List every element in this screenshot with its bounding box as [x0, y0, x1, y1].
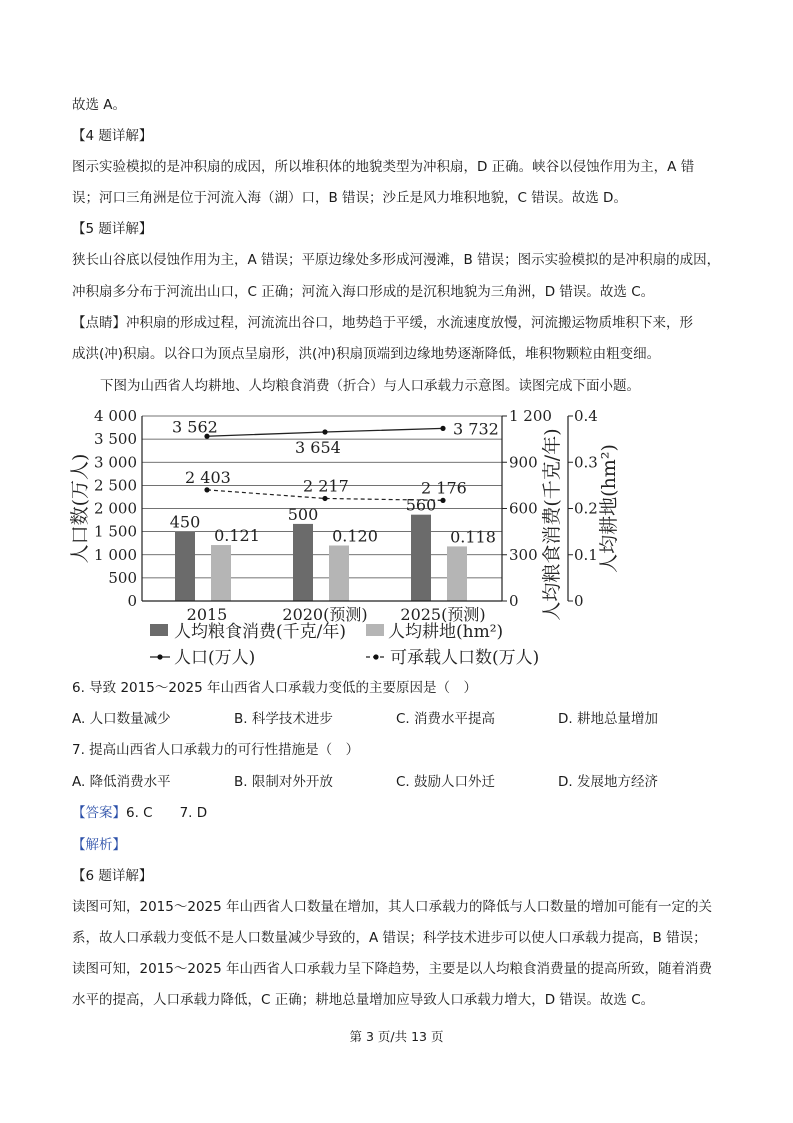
legend-grain-label: 人均粮食消费(千克/年)	[174, 622, 346, 642]
capacity-point	[204, 487, 209, 492]
right-tick-label: 0.3	[574, 453, 598, 472]
text-line: 系，故人口承载力变低不是人口数量减少导致的，A 错误；科学技术进步可以使人口承载力提高，B 错误；	[72, 930, 707, 946]
q7-option-a: A. 降低消费水平	[72, 774, 171, 790]
x-tick-label: 2020(预测)	[282, 605, 368, 624]
capacity-point	[322, 496, 327, 501]
farmland-bar-label: 0.121	[214, 526, 260, 546]
section-heading: 【6 题详解】	[72, 868, 153, 884]
population-point	[440, 426, 445, 431]
text-line: 误；河口三角洲是位于河流入海（湖）口，B 错误；沙丘是风力堆积地貌，C 错误。故选 D。	[72, 190, 627, 206]
farmland-bar	[211, 545, 231, 601]
capacity-label: 2 217	[303, 476, 349, 496]
legend-farmland-label: 人均耕地(hm²)	[388, 622, 504, 642]
right-tick-label: 0.4	[574, 407, 598, 425]
q6-option-d: D. 耕地总量增加	[558, 711, 658, 727]
left-tick-label: 3 500	[94, 430, 137, 449]
text-line: 故选 A。	[72, 97, 127, 113]
text-line: 狭长山谷底以侵蚀作用为主，A 错误；平原边缘处多形成河漫滩，B 错误；图示实验模拟的是冲积扇的成因，	[72, 252, 721, 268]
text-line: 读图可知，2015～2025 年山西省人口数量在增加，其人口承载力的降低与人口数量的增加可能有一定的关	[72, 899, 713, 915]
section-heading: 【5 题详解】	[72, 221, 153, 237]
q7-option-d: D. 发展地方经济	[558, 774, 658, 790]
grain-bar-label: 500	[287, 504, 319, 524]
farmland-bar-label: 0.120	[332, 526, 378, 546]
grain-bar-label: 450	[169, 512, 201, 532]
x-tick-label: 2015	[186, 605, 228, 624]
section-heading: 【4 题详解】	[72, 128, 153, 144]
population-label: 3 732	[453, 419, 499, 439]
legend-population-label: 人口(万人)	[174, 648, 256, 668]
answer-line	[72, 804, 207, 822]
q7-option-b: B. 限制对外开放	[234, 774, 333, 790]
analysis-label: 【解析】	[72, 837, 126, 853]
left-tick-label: 1 500	[94, 522, 137, 541]
question-7-stem: 7. 提高山西省人口承载力的可行性措施是（ ）	[72, 742, 360, 758]
left-tick-label: 4 000	[94, 407, 137, 425]
population-label: 3 562	[172, 417, 218, 437]
mid-tick-label: 600	[509, 499, 538, 518]
q7-option-c: C. 鼓励人口外迁	[396, 774, 496, 790]
right-axis-title: 人均耕地(hm²)	[598, 444, 620, 573]
legend-capacity-dot	[373, 654, 378, 659]
text-line: 【点睛】冲积扇的形成过程，河流流出谷口，地势趋于平缓，水流速度放慢，河流搬运物质堆积下来，形	[72, 315, 693, 331]
left-tick-label: 2 000	[94, 499, 137, 518]
capacity-label: 2 403	[185, 467, 231, 487]
right-tick-label: 0.2	[574, 499, 598, 518]
text-line: 成洪(冲)积扇。以谷口为顶点呈扇形，洪(冲)积扇顶端到边缘地势逐渐降低，堆积物颗粒由粗变细。	[72, 346, 661, 362]
grain-bar	[293, 524, 313, 601]
capacity-label: 2 176	[421, 478, 467, 498]
answer-text: 6. C 7. D	[126, 805, 208, 821]
q6-option-c: C. 消费水平提高	[396, 711, 496, 727]
left-tick-label: 0	[127, 592, 137, 610]
right-tick-label: 0	[574, 592, 584, 610]
left-tick-label: 3 000	[94, 453, 137, 472]
question-6-stem: 6. 导致 2015～2025 年山西省人口承载力变低的主要原因是（ ）	[72, 680, 477, 696]
q6-option-b: B. 科学技术进步	[234, 711, 333, 727]
chart-labels	[170, 417, 499, 546]
farmland-bar	[447, 546, 467, 601]
legend-grain-swatch	[150, 624, 168, 636]
left-tick-label: 500	[108, 568, 137, 587]
mid-axis-title: 人均粮食消费(千克/年)	[541, 428, 563, 621]
left-axis-title: 人口数(万人)	[69, 453, 91, 564]
text-line: 冲积扇多分布于河流出山口，C 正确；河流入海口形成的是沉积地貌为三角洲，D 错误。故选 C。	[72, 284, 655, 300]
text-line: 水平的提高，人口承载力降低，C 正确；耕地总量增加应导致人口承载力增大，D 错误。故选 C。	[72, 992, 655, 1008]
chart-legend	[150, 621, 539, 668]
mid-tick-label: 300	[509, 545, 538, 564]
population-label: 3 654	[295, 438, 341, 458]
farmland-bar	[329, 546, 349, 602]
chart-intro: 下图为山西省人均耕地、人均粮食消费（折合）与人口承载力示意图。读图完成下面小题。	[100, 378, 640, 394]
legend-capacity-label: 可承载人口数(万人)	[390, 648, 540, 668]
text-line: 读图可知，2015～2025 年山西省人口承载力呈下降趋势，主要是以人均粮食消费量的提高所致，随着消费	[72, 961, 713, 977]
farmland-bar-label: 0.118	[450, 527, 496, 547]
text-line: 图示实验模拟的是冲积扇的成因，所以堆积体的地貌类型为冲积扇，D 正确。峡谷以侵蚀作用为主，A 错	[72, 159, 695, 175]
population-chart	[69, 404, 620, 674]
answer-label: 【答案】	[72, 805, 126, 821]
mid-tick-label: 1 200	[509, 407, 552, 425]
left-tick-label: 1 000	[94, 545, 137, 564]
legend-population-dot	[157, 654, 162, 659]
grain-bar	[411, 515, 431, 601]
population-point	[322, 429, 327, 434]
grain-bar	[175, 532, 195, 601]
capacity-point	[440, 498, 445, 503]
mid-tick-label: 0	[509, 592, 519, 610]
mid-tick-label: 900	[509, 453, 538, 472]
q6-option-a: A. 人口数量减少	[72, 711, 171, 727]
x-tick-label: 2025(预测)	[400, 605, 486, 624]
right-tick-label: 0.1	[574, 545, 598, 564]
page-footer: 第 3 页/共 13 页	[349, 1029, 444, 1044]
legend-farmland-swatch	[366, 624, 384, 636]
grain-bar-label: 560	[405, 495, 437, 515]
left-tick-label: 2 500	[94, 476, 137, 495]
